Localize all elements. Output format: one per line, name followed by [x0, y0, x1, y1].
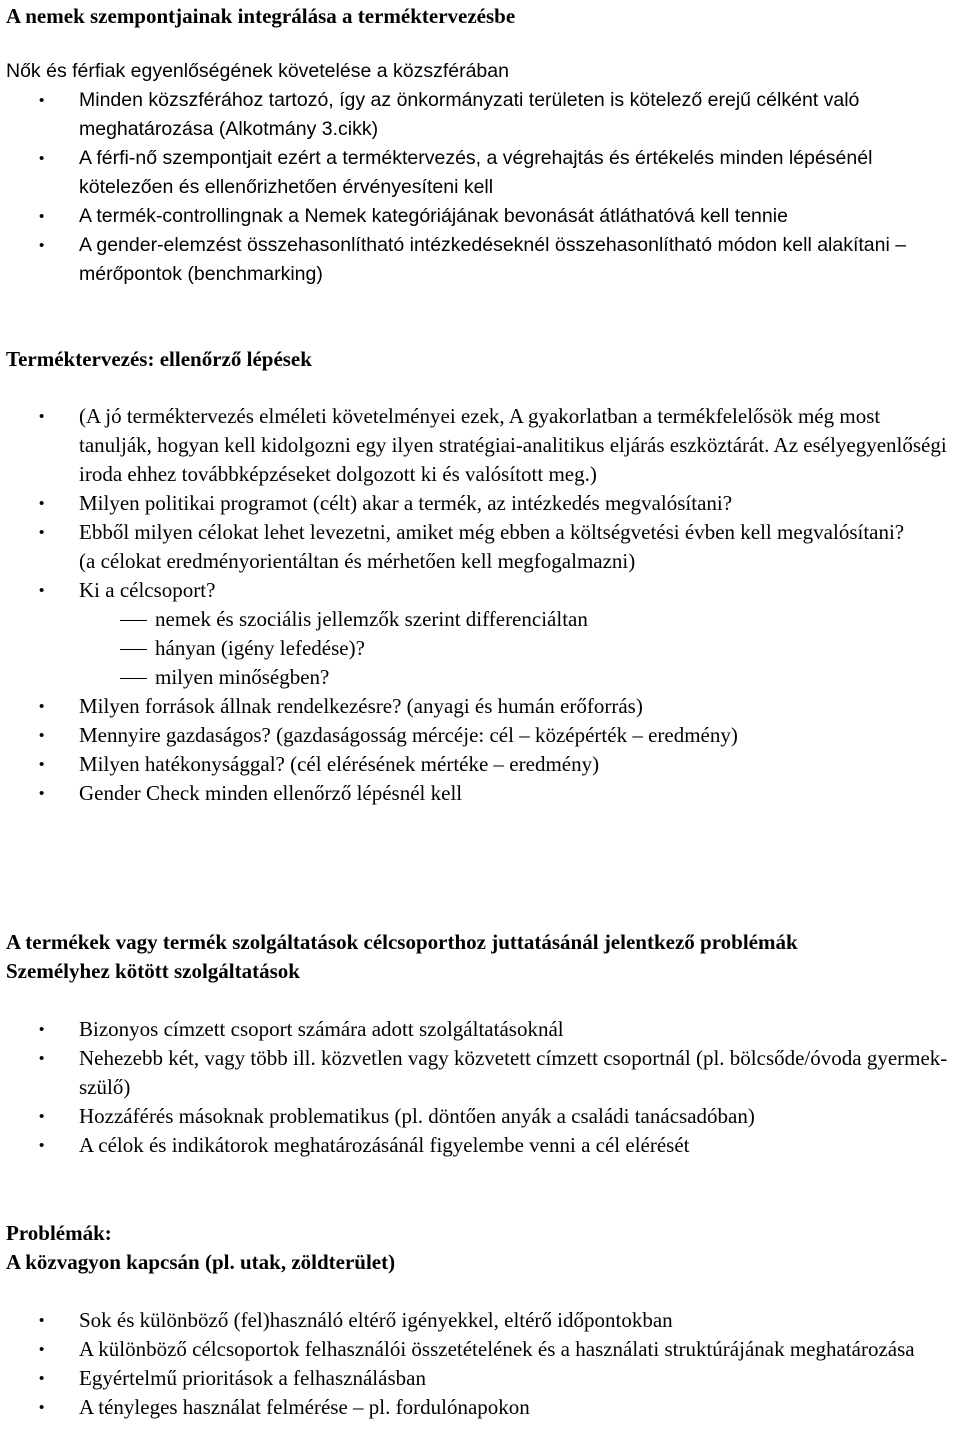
section2-list [6, 402, 956, 808]
list-item: • Egyértelmű prioritások a felhasználásban [6, 1364, 956, 1393]
section-checks [6, 345, 956, 808]
list-item: • A gender-elemzést összehasonlítható intézkedéseknél összehasonlítható módon kell alakítani – mérőpontok (benchmarking) [6, 231, 956, 289]
section3-subheading: Személyhez kötött szolgáltatások [6, 959, 300, 983]
list-item: • A célok és indikátorok meghatározásánál figyelembe venni a cél elérését [6, 1131, 956, 1160]
list-item: • A különböző célcsoportok felhasználói összetételének és a használati struktúrájának meghatározása [6, 1335, 956, 1364]
list-item: • A termék-controllingnak a Nemek kategóriájának bevonását átláthatóvá kell tennie [6, 202, 956, 231]
list-item: • Ebből milyen célokat lehet levezetni, amiket még ebben a költségvetési évben kell megvalósítani? [6, 518, 956, 547]
sub-list-item: nemek és szociális jellemzők szerint differenciáltan [6, 605, 956, 634]
section-problems [6, 1219, 956, 1422]
list-item: • Minden közszférához tartozó, így az önkormányzati területen is kötelező erejű célként való meghatározása (Alkotmány 3.cikk) [6, 86, 956, 144]
list-item: • A tényleges használat felmérése – pl. fordulónapokon [6, 1393, 956, 1422]
section-target-groups [6, 928, 956, 1160]
section3-list [6, 1015, 956, 1160]
list-item: • Hozzáférés másoknak problematikus (pl. döntően anyák a családi tanácsadóban) [6, 1102, 956, 1131]
list-note: (a célokat eredményorientáltan és mérhetően kell megfogalmazni) [79, 549, 636, 573]
list-item: • Ki a célcsoport? [6, 576, 956, 605]
list-item: • Milyen források állnak rendelkezésre? (anyagi és humán erőforrás) [6, 692, 956, 721]
document-title: A nemek szempontjainak integrálása a terméktervezésbe [6, 4, 516, 28]
sub-list-item: hányan (igény lefedése)? [6, 634, 956, 663]
section1-list [6, 86, 956, 289]
section3-heading: A termékek vagy termék szolgáltatások célcsoporthoz juttatásánál jelentkező problémák [6, 930, 798, 954]
list-item: • Bizonyos címzett csoport számára adott szolgáltatásoknál [6, 1015, 956, 1044]
section1-heading: Nők és férfiak egyenlőségének követelése a közszférában [6, 60, 509, 82]
list-item: • Milyen hatékonysággal? (cél elérésének mértéke – eredmény) [6, 750, 956, 779]
list-item: • Gender Check minden ellenőrző lépésnél kell [6, 779, 956, 808]
list-item: • Nehezebb két, vagy több ill. közvetlen vagy közvetett címzett csoportnál (pl. bölcsőde/óvoda gyermek-szülő) [6, 1044, 956, 1102]
list-item: • Milyen politikai programot (célt) akar a termék, az intézkedés megvalósítani? [6, 489, 956, 518]
list-item: • (A jó terméktervezés elméleti követelményei ezek, A gyakorlatban a termékfelelősök még most tanulják, hogyan kell kidolgozni egy ilyen stratégiai-analitikus eljárás eszköztárát. Az esélyegyenlőségi iroda ehhez továbbképzéseket dolgozott ki és valósított meg.) [6, 402, 956, 489]
section4-heading: Problémák: [6, 1221, 112, 1245]
list-item: • A férfi-nő szempontjait ezért a terméktervezés, a végrehajtás és értékelés minden lépésénél kötelezően és ellenőrizhetően érvényesíteni kell [6, 144, 956, 202]
section4-subheading: A közvagyon kapcsán (pl. utak, zöldterület) [6, 1250, 396, 1274]
sub-list-item: milyen minőségben? [6, 663, 956, 692]
list-item: • Mennyire gazdaságos? (gazdaságosság mércéje: cél – középérték – eredmény) [6, 721, 956, 750]
list-item: • Sok és különböző (fel)használó eltérő igényekkel, eltérő időpontokban [6, 1306, 956, 1335]
section-intro [6, 0, 956, 289]
section4-list [6, 1306, 956, 1422]
section2-heading: Terméktervezés: ellenőrző lépések [6, 347, 312, 371]
